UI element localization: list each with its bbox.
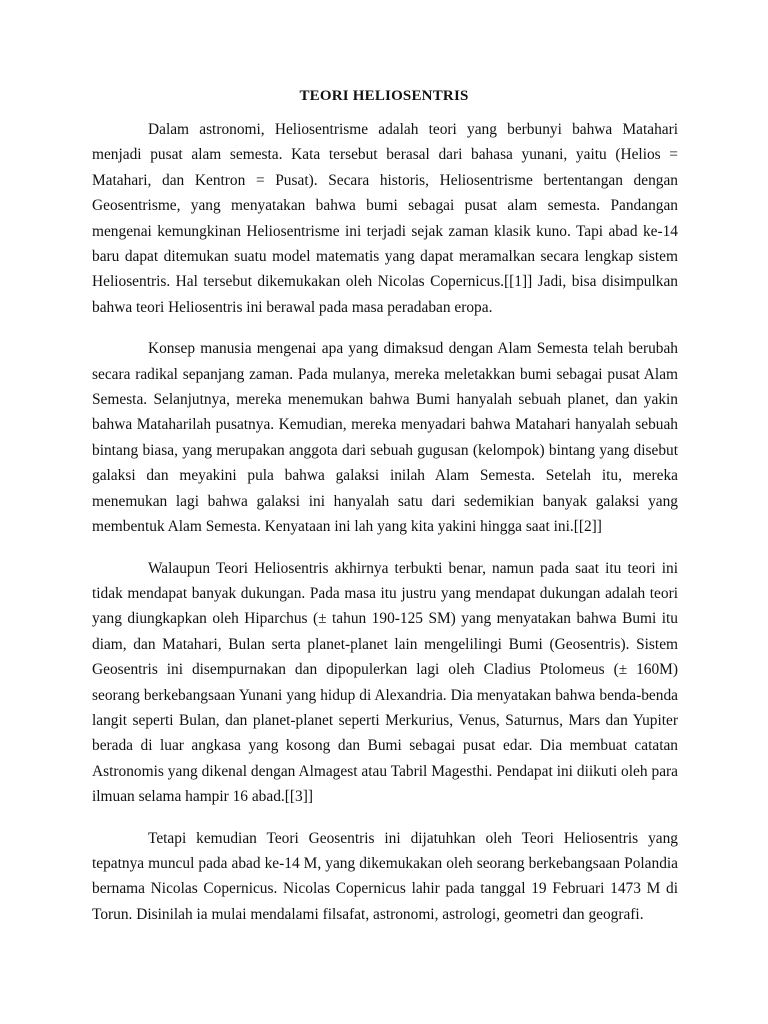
paragraph-3: Walaupun Teori Heliosentris akhirnya terbukti benar, namun pada saat itu teori ini tidak mendapat banyak dukungan. Pada masa itu justru yang mendapat dukungan adalah teori yang diungkapkan oleh Hiparchus (± tahun 190-125 SM) yang menyatakan bahwa Bumi itu diam, dan Matahari, Bulan serta planet-planet lain mengelilingi Bumi (Geosentris). Sistem Geosentris ini disempurnakan dan dipopulerkan lagi oleh Cladius Ptolomeus (± 160M) seorang berkebangsaan Yunani yang hidup di Alexandria. Dia menyatakan bahwa benda-benda langit seperti Bulan, dan planet-planet seperti Merkurius, Venus, Saturnus, Mars dan Yupiter berada di luar angkasa yang kosong dan Bumi sebagai pusat edar. Dia membuat catatan Astronomis yang dikenal dengan Almagest atau Tabril Magesthi. Pendapat ini diikuti oleh para ilmuan selama hampir 16 abad.[[3]]: [92, 559, 678, 806]
paragraph-2: Konsep manusia mengenai apa yang dimaksud dengan Alam Semesta telah berubah secara radikal sepanjang zaman. Pada mulanya, mereka meletakkan bumi sebagai pusat Alam Semesta. Selanjutnya, mereka menemukan bahwa Bumi hanyalah sebuah planet, dan yakin bahwa Mataharilah pusatnya. Kemudian, mereka menyadari bahwa Matahari hanyalah sebuah bintang biasa, yang merupakan anggota dari sebuah gugusan (kelompok) bintang yang disebut galaksi dan meyakini pula bahwa galaksi inilah Alam Semesta. Setelah itu, mereka menemukan lagi bahwa galaksi ini hanyalah satu dari sedemikian banyak galaksi yang membentuk Alam Semesta. Kenyataan ini lah yang kita yakini hingga saat ini.[[2]]: [92, 340, 678, 536]
document-body: [92, 117, 678, 943]
document-title: TEORI HELIOSENTRIS: [299, 88, 469, 104]
paragraph-1: Dalam astronomi, Heliosentrisme adalah teori yang berbunyi bahwa Matahari menjadi pusat alam semesta. Kata tersebut berasal dari bahasa yunani, yaitu (Helios = Matahari, dan Kentron = Pusat). Secara historis, Heliosentrisme bertentangan dengan Geosentrisme, yang menyatakan bahwa bumi sebagai pusat alam semesta. Pandangan mengenai kemungkinan Heliosentrisme ini terjadi sejak zaman klasik kuno. Tapi abad ke-14 baru dapat ditemukan suatu model matematis yang dapat meramalkan secara lengkap sistem Heliosentris. Hal tersebut dikemukakan oleh Nicolas Copernicus.[[1]] Jadi, bisa disimpulkan bahwa teori Heliosentris ini berawal pada masa peradaban eropa.: [92, 121, 678, 316]
paragraph-4: Tetapi kemudian Teori Geosentris ini dijatuhkan oleh Teori Heliosentris yang tepatnya muncul pada abad ke-14 M, yang dikemukakan oleh seorang berkebangsaan Polandia bernama Nicolas Copernicus. Nicolas Copernicus lahir pada tanggal 19 Februari 1473 M di Torun. Disinilah ia mulai mendalami filsafat, astronomi, astrologi, geometri dan geografi.: [92, 829, 678, 923]
